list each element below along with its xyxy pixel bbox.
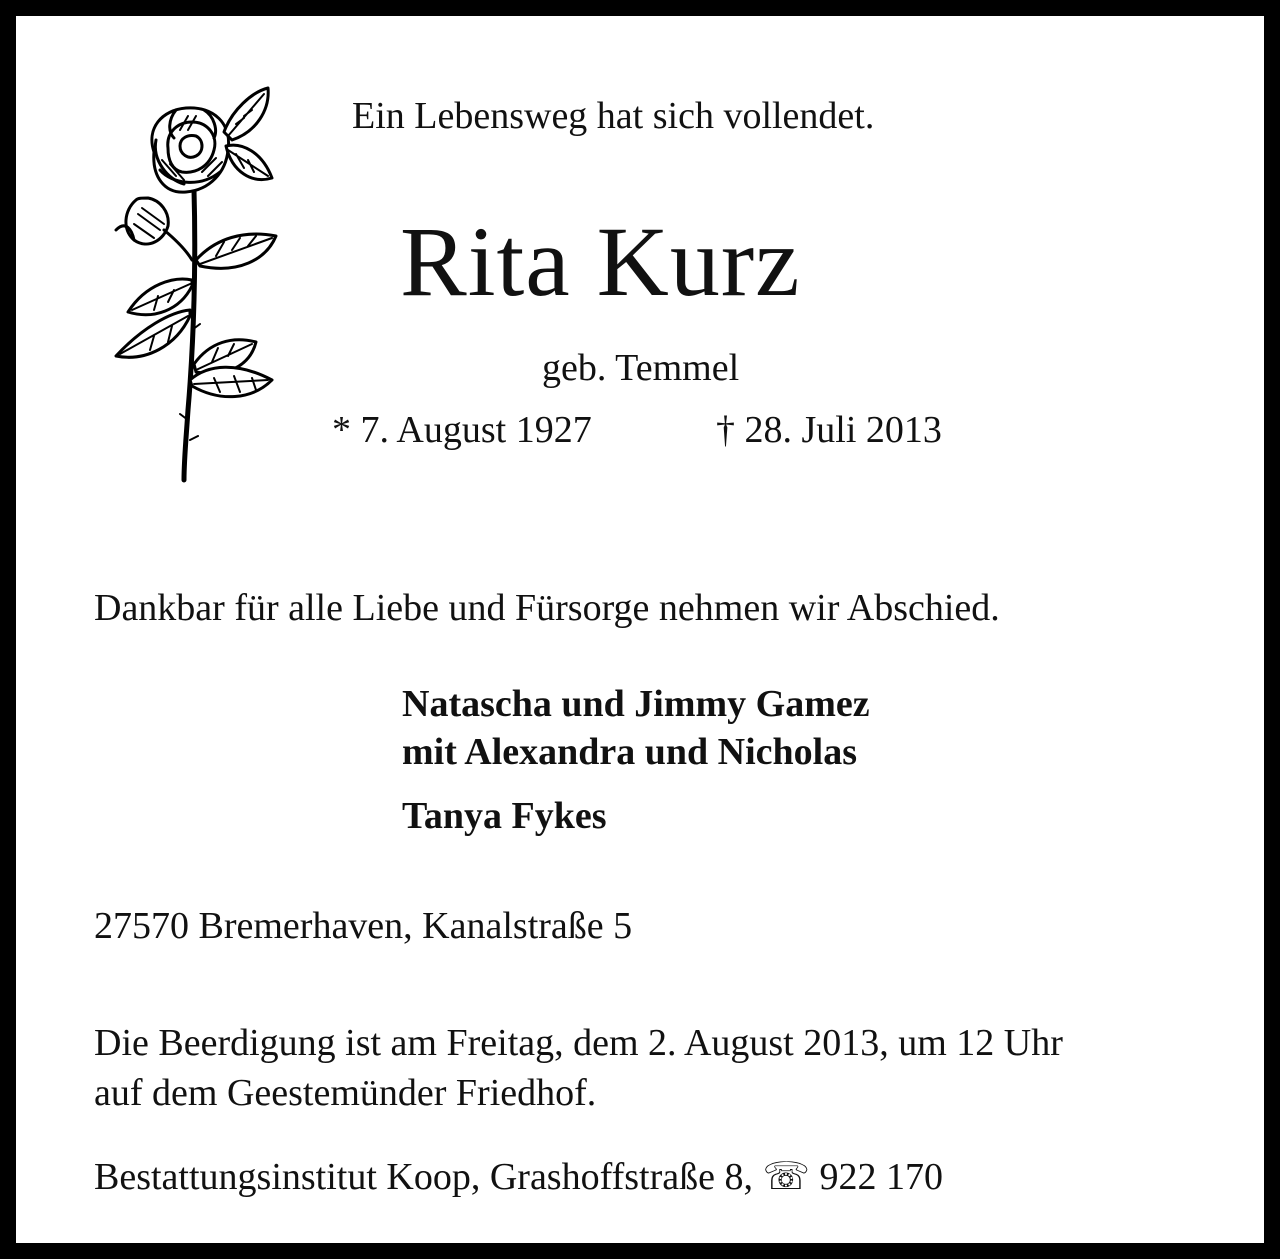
maiden-name: geb. Temmel xyxy=(542,347,740,389)
death-date: † 28. Juli 2013 xyxy=(716,409,942,451)
mourner-line: Natascha und Jimmy Gamez xyxy=(402,683,870,725)
funeral-info xyxy=(94,1018,1254,1118)
birth-date: * 7. August 1927 xyxy=(332,409,592,451)
mourner-line: Tanya Fykes xyxy=(402,795,607,837)
mourner-line: mit Alexandra und Nicholas xyxy=(402,731,858,773)
thanks-line: Dankbar für alle Liebe und Fürsorge nehmen wir Abschied. xyxy=(94,587,1000,629)
undertaker-info: Bestattungsinstitut Koop, Grashoffstraße 8, ☏ 922 170 xyxy=(94,1156,943,1198)
funeral-line: Die Beerdigung ist am Freitag, dem 2. August 2013, um 12 Uhr xyxy=(94,1022,1063,1064)
deceased-name: Rita Kurz xyxy=(400,206,801,317)
rose-icon xyxy=(76,80,286,484)
mourners xyxy=(402,680,870,840)
funeral-line: auf dem Geestemünder Friedhof. xyxy=(94,1072,597,1114)
address: 27570 Bremerhaven, Kanalstraße 5 xyxy=(94,905,633,947)
motto: Ein Lebensweg hat sich vollendet. xyxy=(352,95,875,137)
